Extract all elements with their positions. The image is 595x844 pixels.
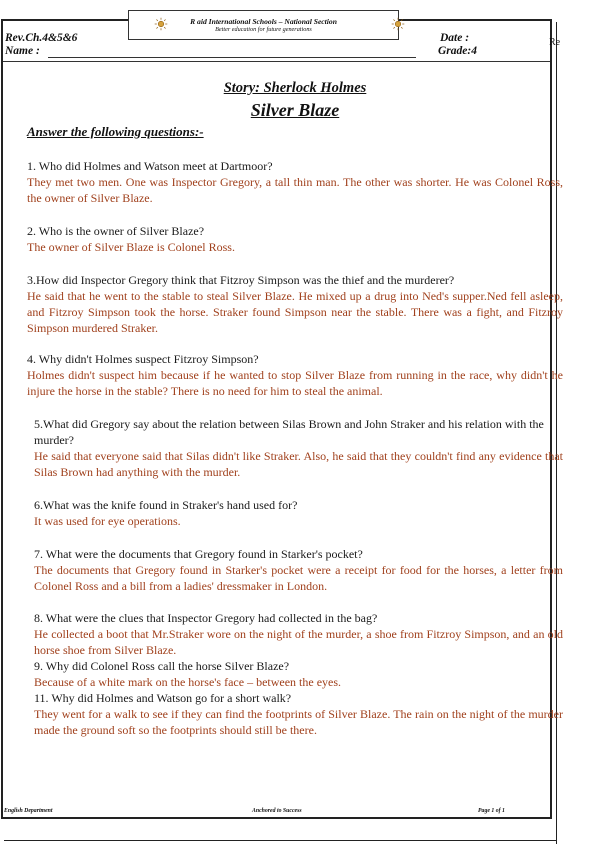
answer-text: Holmes didn't suspect him because if he wanted to stop Silver Blaze from running in the race, why didn't he injure the horse in the stable? There is no need for him to steal the animal. — [27, 368, 563, 398]
qa-item-4 — [27, 351, 563, 399]
footer-motto: Anchored to Success — [252, 808, 302, 814]
name-blank-line[interactable] — [48, 57, 416, 58]
qa-item-9 — [34, 658, 563, 690]
sun-logo-icon — [154, 17, 168, 31]
question-text: 2. Who is the owner of Silver Blaze? — [27, 224, 205, 238]
edge-clipped-text: Re — [549, 37, 561, 48]
header-rule — [3, 61, 550, 62]
question-text: 8. What were the clues that Inspector Gregory had collected in the bag? — [34, 611, 378, 625]
banner-title: R aid International Schools – National Section — [190, 17, 337, 26]
qa-item-8 — [34, 610, 563, 658]
question-text: 1. Who did Holmes and Watson meet at Dartmoor? — [27, 159, 273, 173]
qa-item-3 — [27, 272, 563, 336]
answer-text: The owner of Silver Blaze is Colonel Ross. — [27, 240, 235, 254]
frame-shadow-bottom — [4, 840, 556, 841]
question-text: 9. Why did Colonel Ross call the horse Silver Blaze? — [34, 659, 290, 673]
question-text: 4. Why didn't Holmes suspect Fitzroy Simpson? — [27, 352, 259, 366]
school-banner — [128, 10, 399, 40]
question-text: 5.What did Gregory say about the relation between Silas Brown and John Straker and his relation with the murder? — [34, 417, 544, 447]
qa-item-2 — [27, 223, 563, 255]
name-label: Name : — [5, 45, 40, 57]
qa-item-6 — [34, 497, 563, 529]
question-text: 3.How did Inspector Gregory think that Fitzroy Simpson was the thief and the murderer? — [27, 273, 455, 287]
sun-logo-icon — [391, 17, 405, 31]
story-subtitle: Silver Blaze — [250, 100, 340, 120]
question-text: 7. What were the documents that Gregory found in Starker's pocket? — [34, 547, 363, 561]
qa-item-11 — [34, 690, 563, 738]
answer-text: He said that he went to the stable to steal Silver Blaze. He mixed up a drug into Ned's supper.Ned fell asleep, and Fitzroy Simpson took the horse. Straker found Simpson near the stable. There was a fight, and Fitzroy Simpson murdered Straker. — [27, 289, 563, 335]
qa-item-1 — [27, 158, 563, 206]
qa-item-5 — [34, 416, 563, 480]
footer-department: English Department — [4, 808, 53, 814]
question-text: 11. Why did Holmes and Watson go for a short walk? — [34, 691, 292, 705]
answer-text: He collected a boot that Mr.Straker wore on the night of the murder, a shoe from Fitzroy Simpson, and an old horse shoe from Silver Blaze. — [34, 627, 563, 657]
instruction-heading: Answer the following questions:- — [27, 124, 204, 139]
answer-text: They met two men. One was Inspector Gregory, a tall thin man. The other was shorter. He was Colonel Ross, the owner of Silver Blaze. — [27, 175, 563, 205]
qa-item-7 — [34, 546, 563, 594]
grade-label: Grade:4 — [438, 45, 477, 57]
date-label: Date : — [440, 32, 470, 44]
answer-text: The documents that Gregory found in Starker's pocket were a receipt for food for the horses, a letter from Colonel Ross and a bill from a ladies' dressmaker in London. — [34, 563, 563, 593]
answer-text: Because of a white mark on the horse's face – between the eyes. — [34, 675, 342, 689]
story-title: Story: Sherlock Holmes — [223, 80, 367, 96]
banner-subtitle: Better education for future generations — [215, 26, 312, 33]
answer-text: They went for a walk to see if they can find the footprints of Silver Blaze. The rain on the night of the murder made the ground soft so the footprints should still be there. — [34, 707, 563, 737]
footer-page-number: Page 1 of 1 — [478, 808, 505, 814]
answer-text: He said that everyone said that Silas didn't like Straker. Also, he said that they couldn't find any evidence that Silas Brown had anything with the murder. — [34, 449, 563, 479]
revision-label: Rev.Ch.4&5&6 — [5, 32, 78, 44]
question-text: 6.What was the knife found in Straker's hand used for? — [34, 498, 298, 512]
answer-text: It was used for eye operations. — [34, 514, 181, 528]
